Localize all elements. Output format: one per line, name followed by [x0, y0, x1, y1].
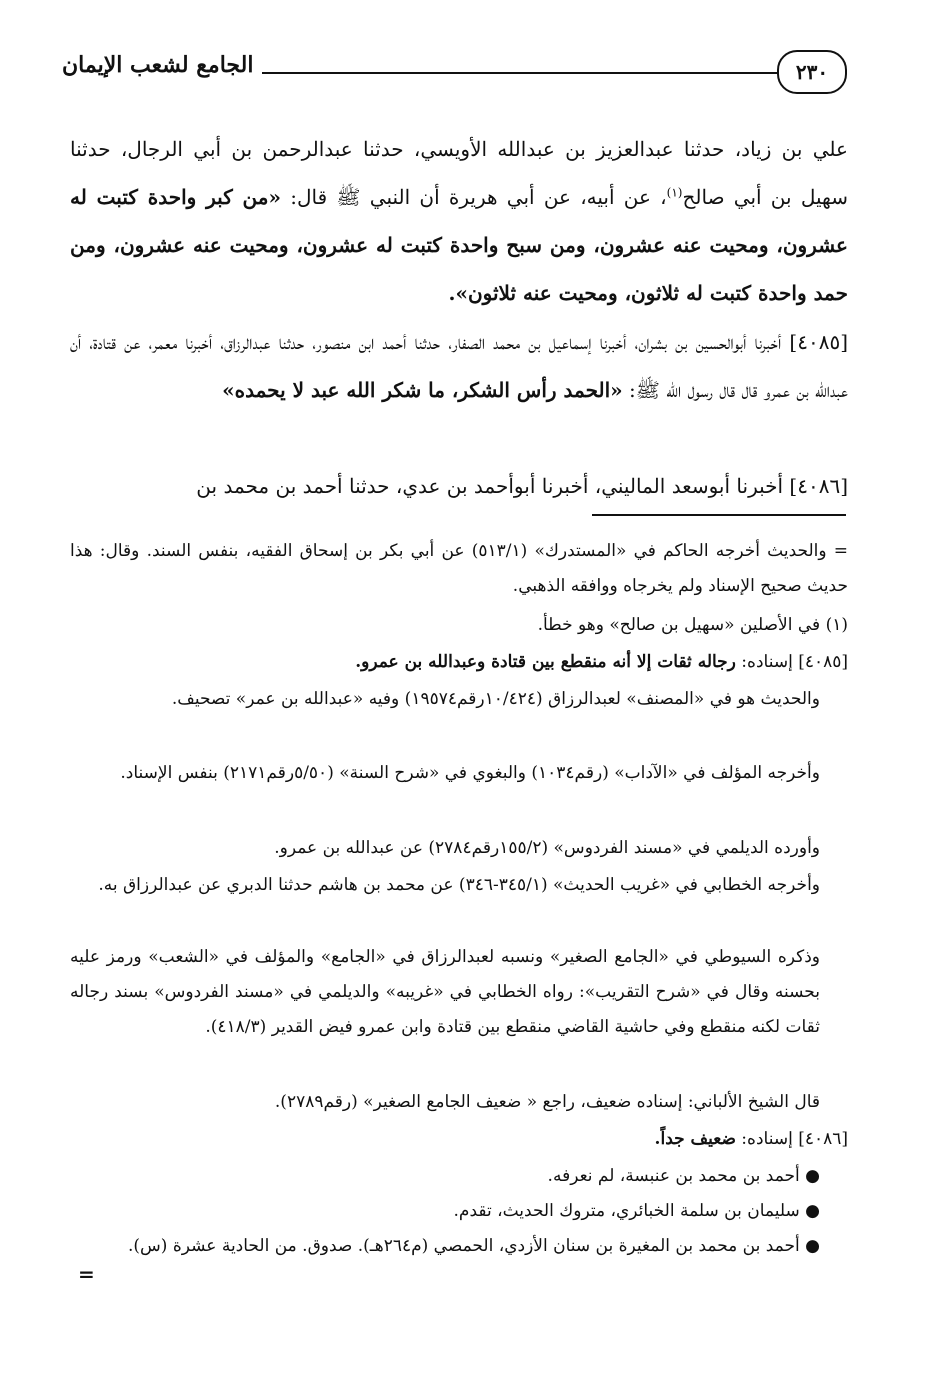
narrator-entry: أحمد بن محمد بن عنبسة، لم نعرفه.	[547, 1166, 800, 1186]
footnote-line: قال الشيخ الألباني: إسناده ضعيف، راجع « ضعيف الجامع الصغير» (رقم٢٧٨٩).	[274, 1092, 820, 1112]
footnote-label: [٤٠٨٦] إسناده:	[735, 1129, 848, 1149]
footnote-1: (١) في الأصلين «سهيل بن صالح» وهو خطأ.	[537, 615, 848, 635]
list-item: ● أحمد بن محمد بن عنبسة، لم نعرفه.	[547, 1166, 820, 1186]
narrator-entry: أحمد بن محمد بن المغيرة بن سنان الأزدي، الحمصي (م٢٦٤هـ). صدوق. من الحادية عشرة (س).	[128, 1236, 800, 1256]
continuation-mark: =	[78, 1262, 95, 1286]
footnote-separator	[592, 514, 846, 516]
main-paragraph-4086: [٤٠٨٦] أخبرنا أبوسعد الماليني، أخبرنا أبوأحمد بن عدي، حدثنا أحمد بن محمد بن	[196, 474, 848, 498]
footnote-verdict: ضعيف جداً.	[654, 1129, 736, 1149]
footnote-line: وأورده الديلمي في «مسند الفردوس» (١٥٥/٢رقم٢٧٨٤) عن عبدالله بن عمرو.	[274, 838, 820, 858]
paragraph-text: علي بن زياد، حدثنا عبدالعزيز بن عبدالله الأويسي، حدثنا عبدالرحمن بن أبي الرجال، حدثنا سهيل بن أبي صالح	[70, 137, 848, 209]
paragraph-text: ، عن أبيه، عن أبي هريرة أن النبي ﷺ قال:	[281, 185, 667, 209]
footnote-line: وأخرجه الخطابي في «غريب الحديث» (٣٤٥/١-٣٤٦) عن محمد بن هاشم حدثنا الدبري عن عبدالرزاق به.	[98, 875, 820, 895]
footnote-ref: (١)	[666, 185, 683, 200]
footnote-line: وأخرجه المؤلف في «الآداب» (رقم١٠٣٤) والبغوي في «شرح السنة» (٥/٥٠رقم٢١٧١) بنفس الإسناد.	[120, 763, 820, 783]
footnote-verdict: رجاله ثقات إلا أنه منقطع بين قتادة وعبدالله بن عمرو.	[355, 652, 736, 672]
main-paragraph-1	[70, 125, 848, 317]
list-item: ● أحمد بن محمد بن المغيرة بن سنان الأزدي، الحمصي (م٢٦٤هـ). صدوق. من الحادية عشرة (س).	[128, 1236, 820, 1256]
main-paragraph-4085	[70, 318, 848, 414]
footnote-label: [٤٠٨٥] إسناده:	[735, 652, 848, 672]
narrator-list	[70, 1159, 820, 1264]
page-number: ٢٣٠	[777, 50, 847, 94]
footnote-4085	[70, 645, 848, 680]
narrator-entry: سليمان بن سلمة الخبائري، متروك الحديث، تقدم.	[453, 1201, 800, 1221]
hadith-text: «من كبر واحدة كتبت له عشرون، ومحيت عنه عشرون، ومن سبح واحدة كتبت له عشرون، ومحيت عنه عشرون، ومن حمد واحدة كتبت له ثلاثون، ومحيت عنه ثلاثون».	[70, 185, 848, 305]
footnote-4086	[70, 1122, 848, 1157]
footnote-continuation: = والحديث أخرجه الحاكم في «المستدرك» (٥١٣/١) عن أبي بكر بن إسحاق الفقيه، بنفس السند. وقال: هذا حديث صحيح الإسناد ولم يخرجاه ووافقه الذهبي.	[70, 541, 849, 596]
paragraph-text: [٤٠٨٥] أخبرنا أبوالحسين بن بشران، أخبرنا إسماعيل بن محمد الصفار، حدثنا أحمد ابن منصور، حدثنا عبدالرزاق، أخبرنا معمر، عن قتادة، أن عبدالله بن عمرو قال قال رسول الله ﷺ:	[70, 330, 848, 402]
hadith-text: «الحمد رأس الشكر، ما شكر الله عبد لا يحمده»	[222, 378, 623, 402]
running-head-title: الجامع لشعب الإيمان	[62, 52, 254, 78]
footnote-line: وذكره السيوطي في «الجامع الصغير» ونسبه لعبدالرزاق في «الجامع» والمؤلف في «الشعب» ورمز عليه بحسنه وقال في «شرح التقريب»: رواه الخطابي في «غريبه» والديلمي في «مسند الفردوس» بسند رجاله ثقات لكنه منقطع وفي حاشية القاضي منقطع بين قتادة وابن عمرو فيض القدير (٤١٨/٣).	[70, 947, 820, 1037]
header-rule	[262, 72, 777, 74]
footnote-line: والحديث هو في «المصنف» لعبدالرزاق (١٠/٤٢٤رقم١٩٥٧٤) وفيه «عبدالله بن عمر» تصحيف.	[171, 689, 820, 709]
list-item: ● سليمان بن سلمة الخبائري، متروك الحديث، تقدم.	[453, 1201, 820, 1221]
